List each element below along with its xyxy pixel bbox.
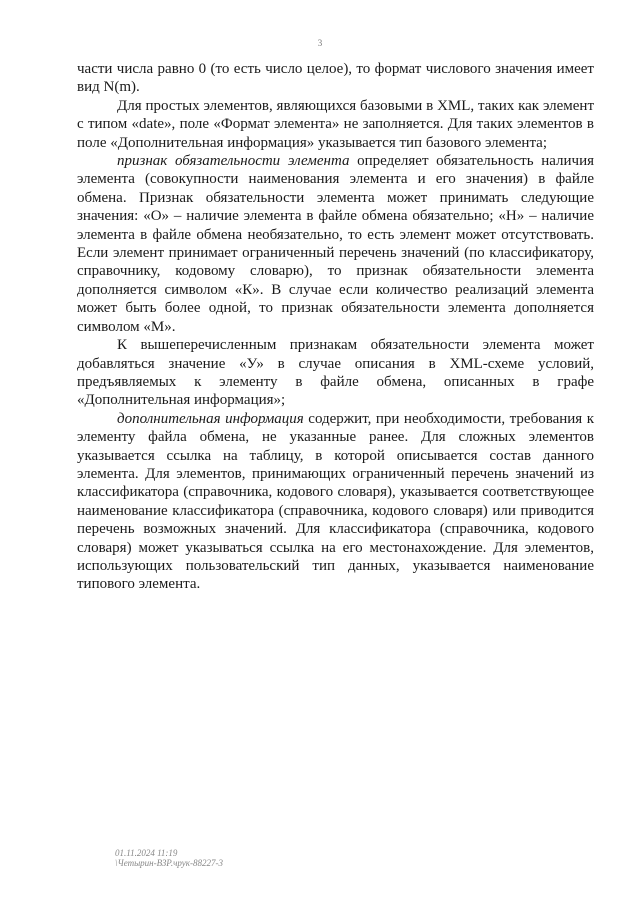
paragraph-1	[77, 60, 594, 97]
paragraph-text: Для простых элементов, являющихся базовыми в XML, таких как элемент с типом «date», поле «Формат элемента» не заполняется. Для таких элементов в поле «Дополнительная информация» указывается тип базового элемента;	[77, 97, 594, 151]
paragraph-5	[77, 410, 594, 594]
paragraph-term: признак обязательности элемента	[117, 153, 350, 170]
paragraph-text: определяет обязательность наличия элемента (совокупности наименования элемента и его значения) в файле обмена. Признак обязательности элемента может принимать следующие значения: «О» – наличие элемента в файле обмена обязательно; «Н» – наличие элемента в файле обмена необязательно, то есть элемент может отсутствовать. Если элемент принимает ограниченный перечень значений (по классификатору, справочнику, кодовому словарю), то признак обязательности элемента дополняется символом «К». В случае если количество реализаций элемента может быть более одной, то признак обязательности элемента дополняется символом «М».	[77, 153, 594, 335]
paragraph-2	[77, 97, 594, 152]
footer-file-path: \Четырин-ВЗР.чрук-88227-3	[115, 858, 223, 868]
paragraph-text: части числа равно 0 (то есть число целое), то формат числового значения имеет вид N(m).	[77, 61, 594, 96]
paragraph-3	[77, 152, 594, 336]
paragraph-text: К вышеперечисленным признакам обязательности элемента может добавляться значение «У» в случае описания в XML-схеме условий, предъявляемых к элементу в файле обмена, описанных в графе «Дополнительная информация»;	[77, 337, 594, 409]
footer-timestamp: 01.11.2024 11:19	[115, 848, 178, 858]
paragraph-4	[77, 336, 594, 410]
document-footer	[115, 848, 223, 868]
document-body	[77, 60, 594, 594]
paragraph-text: содержит, при необходимости, требования к элементу файла обмена, не указанные ранее. Для сложных элементов указывается ссылка на таблицу, в которой описывается состав данного элемента. Для элементов, принимающих ограниченный перечень значений из классификатора (справочника, кодового словаря), указывается соответствующее наименование классификатора (справочника, кодового словаря) или приводится перечень возможных значений. Для классификатора (справочника, кодового словаря) может указываться ссылка на его местонахождение. Для элементов, использующих пользовательский тип данных, указывается наименование типового элемента.	[77, 410, 594, 593]
page-number: 3	[317, 38, 323, 48]
paragraph-term: дополнительная информация	[117, 410, 304, 427]
